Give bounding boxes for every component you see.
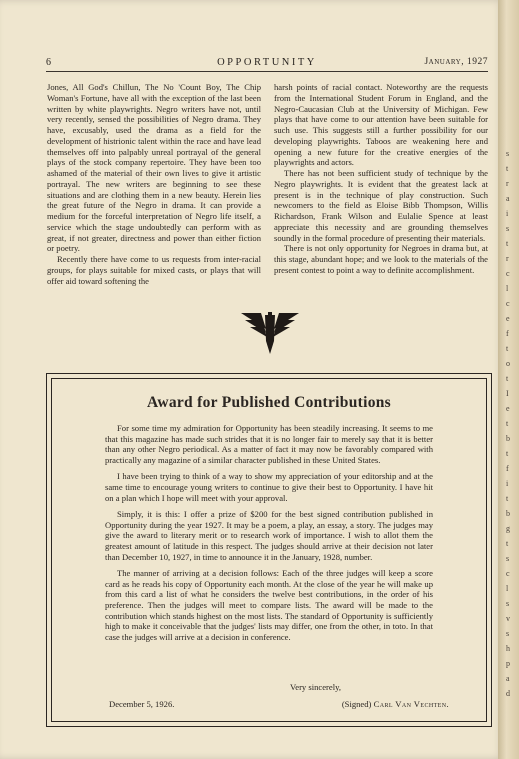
edge-letter-fragment: r (506, 179, 509, 188)
adjacent-page-edge (498, 0, 519, 759)
edge-letter-fragment: s (506, 554, 510, 563)
edge-letter-fragment: t (506, 374, 509, 383)
running-header (46, 57, 488, 72)
edge-letter-fragment: d (506, 689, 510, 698)
edge-letter-fragment: e (506, 314, 510, 323)
edge-letter-fragment: s (506, 224, 510, 233)
letter-closing: Very sincerely, (290, 682, 341, 692)
edge-letter-fragment: c (506, 299, 510, 308)
award-box (46, 373, 492, 727)
opportunity-eagle-icon (239, 311, 301, 355)
edge-letter-fragment: l (506, 284, 509, 293)
page-number: 6 (46, 57, 51, 68)
edge-letter-fragment: t (506, 164, 509, 173)
magazine-title: OPPORTUNITY (217, 57, 317, 68)
edge-letter-fragment: f (506, 464, 509, 473)
edge-letter-fragment: e (506, 404, 510, 413)
signed-prefix: (Signed) (341, 699, 372, 709)
edge-letter-fragment: l (506, 584, 509, 593)
right-paragraph-3: There is not only opportunity for Negroes in drama but, at this stage, abundant hope; and we look to the materials of the present contest to point a way to definite accomplishment. (274, 243, 488, 275)
edge-letter-fragment: t (506, 494, 509, 503)
edge-letter-fragment: s (506, 629, 510, 638)
edge-letter-fragment: s (506, 599, 510, 608)
edge-letter-fragment: h (506, 644, 510, 653)
award-letter (105, 423, 433, 648)
right-paragraph-2: There has not been sufficient study of technique by the Negro playwrights. It is evident that the greatest lack at present is in the technique of play construction. Such newcomers to the field as Eloise Bibb Thompson, Willis Richardson, Frank Wilson and Eulalie Spence at least appreciate this necessity and are grounding themselves soundly in the formal procedure of presenting their materials. (274, 168, 488, 243)
award-paragraph-4: The manner of arriving at a decision follows: Each of the three judges will keep a score card as he reads his copy of Opportunity each month. At the close of the year he will make up from this card a list of what he considers the twelve best contributions, in the order of his preference. Then the judges will meet to compare lists. The award will be made to the contribution which stands highest on the most lists. The standard of Opportunity is sufficiently high to make it conceivable that the judges' lists may differ, one from the other, in toto. In that case the judges will arrive at a decision in conference. (105, 568, 433, 642)
edge-letter-fragment: a (506, 194, 510, 203)
letter-signature (342, 699, 449, 709)
edge-letter-fragment: t (506, 239, 509, 248)
edge-letter-fragment: b (506, 509, 510, 518)
issue-date: January, 1927 (424, 57, 488, 67)
edge-letter-fragment: t (506, 419, 509, 428)
edge-letter-fragment: c (506, 569, 510, 578)
edge-letter-fragment: v (506, 614, 510, 623)
award-paragraph-2: I have been trying to think of a way to show my appreciation of your editorship and at the same time to encourage young writers to continue to give their best to Opportunity. I have hit on a plan which I hope will meet with your approval. (105, 471, 433, 503)
edge-letter-fragment: t (506, 344, 509, 353)
right-column (274, 82, 488, 276)
award-paragraph-3: Simply, it is this: I offer a prize of $200 for the best signed contribution published in Opportunity during the year 1927. It may be a poem, a play, an essay, a story. The judges may give the award to literary merit or to research work of importance. I wish to allot them the greatest amount of latitude in this respect. The judges should arrive at their decision not later than December 10, 1927, in time to announce it in the January, 1928, number. (105, 509, 433, 562)
edge-letter-fragment: p (506, 659, 510, 668)
award-title: Award for Published Contributions (146, 394, 392, 411)
edge-letter-fragment: I (506, 389, 509, 398)
edge-letter-fragment: a (506, 674, 510, 683)
letter-date: December 5, 1926. (109, 699, 175, 709)
edge-letter-fragment: r (506, 254, 509, 263)
edge-letter-fragment: t (506, 539, 509, 548)
edge-letter-fragment: t (506, 449, 509, 458)
right-paragraph-1: harsh points of racial contact. Noteworthy are the requests from the International Student Forum in England, and the Negro-Caucasian Club at the University of Michigan. Few plays that have come to our attention have been suitable for such use. This suggests still a further possibility for our developing playwrights. Taboos are weakening here and opening a new future for the creative energies of the playwrights and actors. (274, 82, 488, 168)
edge-letter-fragment: f (506, 329, 509, 338)
signer-name: Carl Van Vechten. (373, 699, 449, 709)
edge-letter-fragment: c (506, 269, 510, 278)
left-column (47, 82, 261, 286)
edge-letter-fragment: i (506, 479, 509, 488)
edge-letter-fragment: i (506, 209, 509, 218)
award-paragraph-1: For some time my admiration for Opportunity has been steadily increasing. It seems to me that this magazine has made such strides that it is no longer fair to merely say that it is better than any other Negro periodical. As a matter of fact it may now be favorably compared with practically any magazine of a similar character published in these United States. (105, 423, 433, 465)
left-paragraph-2: Recently there have come to us requests from inter-racial groups, for plays suitable for mixed casts, or plays that will offer aid toward softening the (47, 254, 261, 286)
left-paragraph-1: Jones, All God's Chillun, The No 'Count Boy, The Chip Woman's Fortune, have all with the exception of the last been written by white playwrights. Negro writers have not, until very recently, sensed the possibilities of Negro drama. They have, excusably, used the drama as a field for the development of histrionic talent within the race and have lead themselves off into palpably unreal portrayal of the general plays of the stock company repertoire. They have been too ashamed of the material of their own lives to give it artistic portrayal. The new writers are beginning to see these situations and are clothing them in a new beauty. Herein lies the great future of the Negro in drama. It can provide a medium for the forceful interpretation of Negro life itself, a service which the stage undoubtedly can perform with as great, if not greater, directness and power than either fiction or poetry. (47, 82, 261, 254)
edge-letter-fragment: b (506, 434, 510, 443)
edge-letter-fragment: g (506, 524, 510, 533)
edge-letter-fragment: s (506, 149, 510, 158)
edge-letter-fragment: o (506, 359, 510, 368)
